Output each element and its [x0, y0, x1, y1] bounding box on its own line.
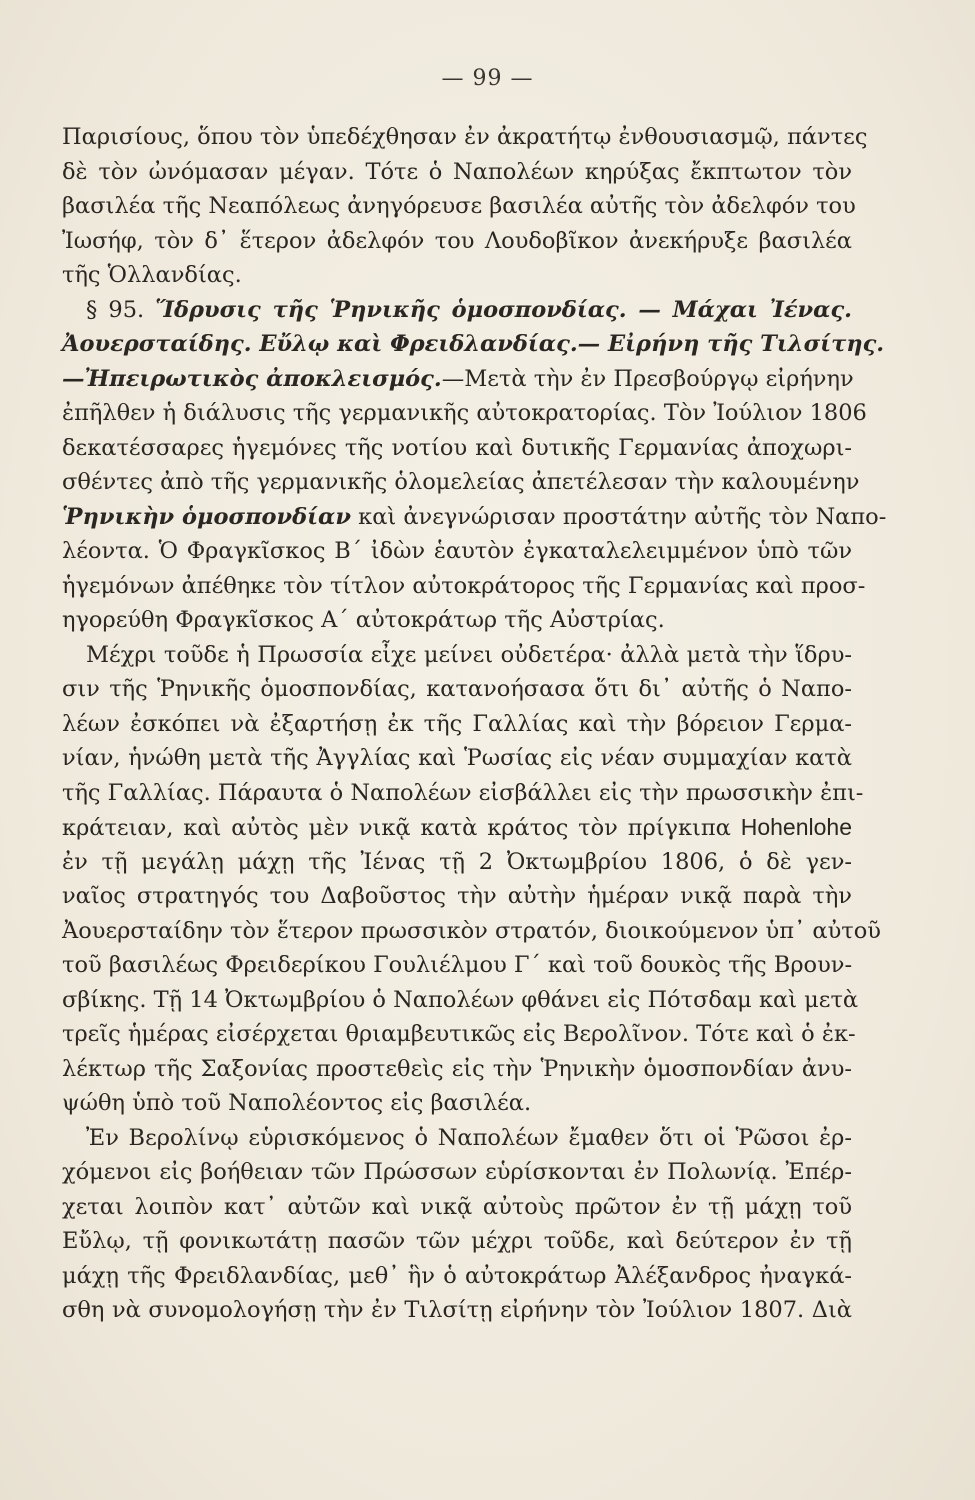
- text-line: [62, 672, 852, 707]
- line-text: ἐν τῇ μεγάλῃ μάχῃ τῆς Ἰένας τῇ 2 Ὀκτωμβρίου 1806, ὁ δὲ γεν-: [62, 848, 852, 875]
- line-text: λέκτωρ τῆς Σαξονίας προστεθεὶς εἰς τὴν Ῥηνικὴν ὁμοσπονδίαν ἀνυ-: [62, 1055, 852, 1082]
- line-text: σιν τῆς Ῥηνικῆς ὁμοσπονδίας, κατανοήσασα ὅτι δι᾽ αὐτῆς ὁ Ναπο-: [62, 676, 852, 702]
- section-heading: Ῥηνικὴν ὁμοσπονδίαν: [62, 503, 351, 530]
- line-text: ἐπῆλθεν ἡ διάλυσις τῆς γερμανικῆς αὐτοκρατορίας. Τὸν Ἰούλιον 1806: [62, 400, 867, 426]
- text-line: [62, 362, 852, 397]
- line-text: τοῦ βασιλέως Φρειδερίκου Γουλιέλμου Γ´ καὶ τοῦ δουκὸς τῆς Βρουν-: [62, 952, 853, 978]
- text-line: [62, 465, 860, 500]
- text-line: [62, 776, 864, 811]
- text-line: [62, 534, 852, 569]
- text-line: [62, 879, 852, 914]
- text-line: [62, 948, 852, 983]
- text-line: [62, 1121, 852, 1156]
- line-text: σβίκης. Τῇ 14 Ὀκτωμβρίου ὁ Ναπολέων φθάνει εἰς Πότσδαμ καὶ μετὰ: [62, 986, 859, 1013]
- line-text: νίαν, ἡνώθη μετὰ τῆς Ἀγγλίας καὶ Ῥωσίας εἰς νέαν συμμαχίαν κατὰ: [62, 745, 852, 771]
- text-line: [62, 500, 887, 535]
- text-line: [62, 293, 852, 328]
- line-text: ηγορεύθη Φραγκῖσκος Α´ αὐτοκράτωρ τῆς Αὐστρίας.: [62, 607, 665, 633]
- section-heading: —Ἠπειρωτικὸς ἀποκλεισμός.: [62, 365, 442, 392]
- text-line: [62, 1052, 852, 1087]
- line-text: χεται λοιπὸν κατ᾽ αὐτῶν καὶ νικᾷ αὐτοὺς πρῶτον ἐν τῇ μάχῃ τοῦ: [62, 1193, 852, 1220]
- text-line: [62, 741, 852, 776]
- line-text: ἡγεμόνων ἀπέθηκε τὸν τίτλον αὐτοκράτορος τῆς Γερμανίας καὶ προσ-: [62, 572, 866, 599]
- text-line: [62, 327, 885, 362]
- text-line: [62, 1293, 852, 1328]
- line-text: Παρισίους, ὅπου τὸν ὑπεδέχθησαν ἐν ἀκρατήτῳ ἐνθουσιασμῷ, πάντες: [62, 124, 868, 150]
- line-text: τῆς Γαλλίας. Πάραυτα ὁ Ναπολέων εἰσβάλλει εἰς τὴν πρωσσικὴν ἐπι-: [62, 779, 864, 806]
- line-text: Ἰωσήφ, τὸν δ᾽ ἕτερον ἀδελφόν του Λουδοβῖκον ἀνεκήρυξε βασιλέα: [62, 227, 852, 254]
- text-line: [62, 638, 852, 673]
- line-text: ψώθη ὑπὸ τοῦ Ναπολέοντος εἰς βασιλέα.: [62, 1090, 532, 1116]
- text-line: [62, 1017, 856, 1052]
- line-text: καὶ ἀνεγνώρισαν προστάτην αὐτῆς τὸν Ναπο-: [350, 503, 887, 530]
- text-line: [62, 810, 852, 845]
- text-line: [62, 224, 852, 259]
- text-line: [62, 258, 852, 293]
- text-line: [62, 396, 867, 431]
- line-text: σθέντες ἀπὸ τῆς γερμανικῆς ὁλομελείας ἀπετέλεσαν τὴν καλουμένην: [62, 469, 860, 495]
- line-text: σθη νὰ συνομολογήσῃ τὴν ἐν Τιλσίτῃ εἰρήνην τὸν Ἰούλιον 1807. Διὰ: [62, 1297, 852, 1323]
- latin-name: Hohenlohe: [740, 814, 852, 840]
- line-text: Ἐν Βερολίνῳ εὑρισκόμενος ὁ Ναπολέων ἔμαθεν ὅτι οἱ Ῥῶσοι ἐρ-: [86, 1124, 852, 1151]
- text-line: [62, 1155, 852, 1190]
- text-line: [62, 603, 852, 638]
- line-text: Μέχρι τοῦδε ἡ Πρωσσία εἶχε μείνει οὐδετέρα· ἀλλὰ μετὰ τὴν ἵδρυ-: [86, 641, 852, 668]
- line-text: λέων ἐσκόπει νὰ ἐξαρτήσῃ ἐκ τῆς Γαλλίας καὶ τὴν βόρειον Γερμα-: [62, 710, 852, 737]
- line-text: —Μετὰ τὴν ἐν Πρεσβούργῳ εἰρήνην: [441, 365, 854, 392]
- text-line: [62, 431, 852, 466]
- line-text: δεκατέσσαρες ἡγεμόνες τῆς νοτίου καὶ δυτικῆς Γερμανίας ἀποχωρι-: [62, 434, 852, 461]
- text-line: [62, 155, 852, 190]
- text-line: [62, 1086, 852, 1121]
- text-line: [62, 707, 852, 742]
- line-text: λέοντα. Ὁ Φραγκῖσκος Β´ ἰδὼν ἑαυτὸν ἐγκαταλελειμμένον ὑπὸ τῶν: [62, 538, 852, 564]
- section-heading: Ἀουερσταίδης. Εὔλῳ καὶ Φρειδλανδίας.— Εἰρήνη τῆς Τιλσίτης.: [62, 331, 885, 357]
- section-heading: Ἵδρυσις τῆς Ῥηνικῆς ὁμοσπονδίας. — Μάχαι Ἰένας.: [155, 296, 852, 323]
- line-text: χόμενοι εἰς βοήθειαν τῶν Πρώσσων εὑρίσκονται ἐν Πολωνίᾳ. Ἐπέρ-: [62, 1159, 852, 1185]
- line-text: ναῖος στρατηγός του Δαβοῦστος τὴν αὐτὴν ἡμέραν νικᾷ παρὰ τὴν: [62, 883, 852, 909]
- text-line: [62, 120, 868, 155]
- line-text: μάχῃ τῆς Φρειδλανδίας, μεθ᾽ ἣν ὁ αὐτοκράτωρ Ἀλέξανδρος ἠναγκά-: [62, 1262, 852, 1289]
- line-text: τῆς Ὁλλανδίας.: [62, 262, 242, 288]
- text-line: [62, 914, 881, 949]
- section-number: § 95.: [86, 296, 156, 323]
- line-text: τρεῖς ἡμέρας εἰσέρχεται θριαμβευτικῶς εἰς Βερολῖνον. Τότε καὶ ὁ ἐκ-: [62, 1021, 856, 1047]
- line-text: δὲ τὸν ὠνόμασαν μέγαν. Τότε ὁ Ναπολέων κηρύξας ἔκπτωτον τὸν: [62, 158, 852, 185]
- page-number: — 99 —: [441, 66, 534, 91]
- body-text: [62, 120, 887, 1328]
- text-line: [62, 1190, 852, 1225]
- text-line: [62, 189, 856, 224]
- text-line: [62, 569, 866, 604]
- text-line: [62, 845, 852, 880]
- line-text: κράτειαν, καὶ αὐτὸς μὲν νικᾷ κατὰ κράτος τὸν πρίγκιπα: [62, 815, 741, 841]
- line-text: Εὔλῳ, τῇ φονικωτάτῃ πασῶν τῶν μέχρι τοῦδε, καὶ δεύτερον ἐν τῇ: [62, 1228, 852, 1254]
- line-text: Ἀουερσταίδην τὸν ἕτερον πρωσσικὸν στρατόν, διοικούμενον ὑπ᾽ αὐτοῦ: [62, 917, 881, 944]
- text-line: [62, 983, 859, 1018]
- line-text: βασιλέα τῆς Νεαπόλεως ἀνηγόρευσε βασιλέα αὐτῆς τὸν ἀδελφόν του: [62, 193, 856, 219]
- text-line: [62, 1224, 852, 1259]
- text-line: [62, 1259, 852, 1294]
